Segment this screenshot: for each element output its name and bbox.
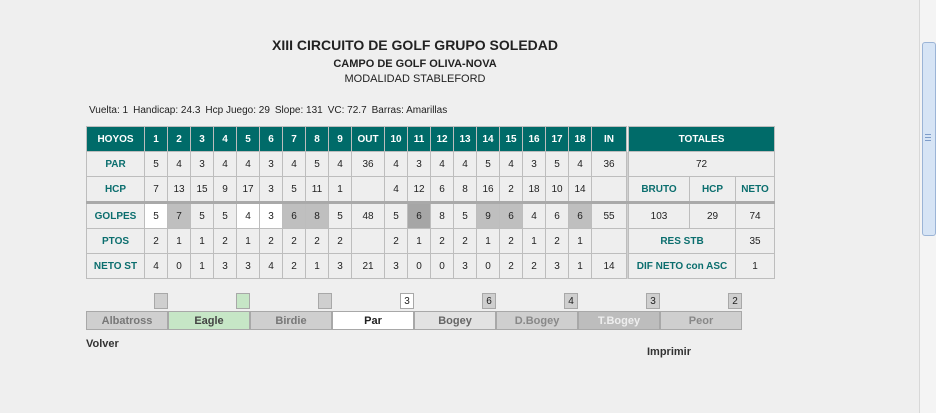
golpes-cell: 6 [500, 203, 523, 229]
res-stb-value: 35 [736, 229, 775, 254]
hcp-cell: 17 [237, 177, 260, 203]
par-cell: 36 [352, 152, 385, 177]
neto-cell: 1 [191, 254, 214, 279]
header-hole-out: OUT [352, 127, 385, 152]
vertical-scrollbar-thumb[interactable] [922, 42, 936, 236]
par-cell: 4 [329, 152, 352, 177]
par-cell: 36 [592, 152, 627, 177]
golpes-cell: 4 [237, 203, 260, 229]
hcp-cell: 12 [408, 177, 431, 203]
golpes-cell: 9 [477, 203, 500, 229]
golpes-cell: 3 [260, 203, 283, 229]
hcp-cell: 13 [168, 177, 191, 203]
legend-albatross: Albatross [86, 311, 168, 330]
par-cell: 4 [237, 152, 260, 177]
neto-cell: 3 [546, 254, 569, 279]
neto-value: 74 [736, 203, 775, 229]
neto-cell: 3 [329, 254, 352, 279]
hcp-cell: 2 [500, 177, 523, 203]
legend-d-bogey: D.Bogey [496, 311, 578, 330]
ptos-cell: 1 [168, 229, 191, 254]
header-hole-in: IN [592, 127, 627, 152]
header-hole-1: 1 [145, 127, 168, 152]
par-cell: 3 [191, 152, 214, 177]
hcp-cell: 3 [260, 177, 283, 203]
header-hole-8: 8 [306, 127, 329, 152]
golpes-cell: 6 [569, 203, 592, 229]
par-cell: 3 [523, 152, 546, 177]
hcp-cell: 18 [523, 177, 546, 203]
ptos-row [87, 229, 775, 254]
ptos-label: PTOS [87, 229, 145, 254]
par-cell: 5 [306, 152, 329, 177]
neto-label: NETO [736, 177, 775, 203]
neto-cell: 3 [237, 254, 260, 279]
neto-cell: 1 [569, 254, 592, 279]
golpes-row [87, 203, 775, 229]
ptos-cell: 2 [283, 229, 306, 254]
scorecard-header-row [87, 127, 775, 152]
header-hole-5: 5 [237, 127, 260, 152]
dif-neto-label: DIF NETO con ASC [629, 254, 736, 279]
ptos-cell: 2 [454, 229, 477, 254]
hcp-cell: 7 [145, 177, 168, 203]
legend-bogey: Bogey [414, 311, 496, 330]
ptos-cell: 2 [214, 229, 237, 254]
hcp-cell: 16 [477, 177, 500, 203]
hcp-cell: 5 [283, 177, 306, 203]
hcp-cell: 1 [329, 177, 352, 203]
header-hole-9: 9 [329, 127, 352, 152]
legend-count [318, 293, 332, 309]
ptos-cell: 2 [500, 229, 523, 254]
ptos-cell: 1 [569, 229, 592, 254]
header-hole-10: 10 [385, 127, 408, 152]
back-link[interactable]: Volver [86, 338, 119, 350]
round-info [89, 105, 452, 116]
header-hole-12: 12 [431, 127, 454, 152]
header-hole-6: 6 [260, 127, 283, 152]
legend-count: 4 [564, 293, 578, 309]
par-cell: 5 [546, 152, 569, 177]
ptos-cell [352, 229, 385, 254]
golpes-cell: 5 [454, 203, 477, 229]
ptos-cell: 1 [408, 229, 431, 254]
info-round: Vuelta: 1 [89, 105, 129, 116]
golpes-cell: 8 [431, 203, 454, 229]
par-cell: 4 [569, 152, 592, 177]
par-cell: 4 [385, 152, 408, 177]
info-slope: Slope: 131 [274, 105, 323, 116]
res-stb-label: RES STB [629, 229, 736, 254]
golpes-cell: 5 [214, 203, 237, 229]
neto-cell: 2 [283, 254, 306, 279]
golpes-cell: 5 [329, 203, 352, 229]
scroll-grip-line [925, 134, 931, 135]
golpes-cell: 8 [306, 203, 329, 229]
ptos-cell: 1 [237, 229, 260, 254]
ptos-cell: 2 [546, 229, 569, 254]
legend-eagle: Eagle [168, 311, 250, 330]
neto-cell: 0 [168, 254, 191, 279]
neto-cell: 0 [408, 254, 431, 279]
header-hole-14: 14 [477, 127, 500, 152]
hcp-cell: 14 [569, 177, 592, 203]
par-cell: 4 [454, 152, 477, 177]
bruto-label: BRUTO [629, 177, 690, 203]
neto-cell: 2 [523, 254, 546, 279]
legend-count: 3 [646, 293, 660, 309]
header-hole-13: 13 [454, 127, 477, 152]
info-handicap: Handicap: 24.3 [133, 105, 201, 116]
par-label: PAR [87, 152, 145, 177]
hcp-label: HCP [690, 177, 736, 203]
hcp-cell: 4 [385, 177, 408, 203]
hcp-cell: 15 [191, 177, 214, 203]
print-link[interactable]: Imprimir [647, 346, 692, 358]
ptos-cell: 1 [523, 229, 546, 254]
par-cell: 4 [500, 152, 523, 177]
ptos-cell: 2 [385, 229, 408, 254]
neto-cell: 3 [454, 254, 477, 279]
neto-cell: 3 [214, 254, 237, 279]
par-row [87, 152, 775, 177]
ptos-cell [592, 229, 627, 254]
hcp-label: HCP [87, 177, 145, 203]
ptos-cell: 2 [145, 229, 168, 254]
legend-peor: Peor [660, 311, 742, 330]
par-cell: 4 [168, 152, 191, 177]
dif-neto-value: 1 [736, 254, 775, 279]
scroll-grip-line [925, 140, 931, 141]
header-hole-11: 11 [408, 127, 431, 152]
golpes-cell: 55 [592, 203, 627, 229]
neto-row [87, 254, 775, 279]
header-hole-18: 18 [569, 127, 592, 152]
par-cell: 4 [431, 152, 454, 177]
header-hole-16: 16 [523, 127, 546, 152]
legend-count [154, 293, 168, 309]
ptos-cell: 2 [306, 229, 329, 254]
legend-count: 2 [728, 293, 742, 309]
hcp-row [87, 177, 775, 203]
golpes-cell: 5 [385, 203, 408, 229]
par-cell: 4 [214, 152, 237, 177]
ptos-cell: 2 [329, 229, 352, 254]
neto-cell: 0 [477, 254, 500, 279]
legend-count: 6 [482, 293, 496, 309]
ptos-cell: 2 [260, 229, 283, 254]
golpes-label: GOLPES [87, 203, 145, 229]
scorecard-table [86, 126, 775, 279]
par-total: 72 [629, 152, 775, 177]
legend-count: 3 [400, 293, 414, 309]
legend-count [236, 293, 250, 309]
hcp-cell [352, 177, 385, 203]
ptos-cell: 1 [191, 229, 214, 254]
neto-cell: 1 [306, 254, 329, 279]
ptos-cell: 1 [477, 229, 500, 254]
golpes-cell: 48 [352, 203, 385, 229]
golpes-cell: 5 [191, 203, 214, 229]
course-name: CAMPO DE GOLF OLIVA-NOVA [333, 58, 497, 70]
header-hole-3: 3 [191, 127, 214, 152]
header-hole-7: 7 [283, 127, 306, 152]
ptos-cell: 2 [431, 229, 454, 254]
par-cell: 4 [283, 152, 306, 177]
golpes-cell: 5 [145, 203, 168, 229]
golpes-cell: 6 [546, 203, 569, 229]
header-hole-2: 2 [168, 127, 191, 152]
scroll-grip-line [925, 137, 931, 138]
legend-birdie: Birdie [250, 311, 332, 330]
golpes-cell: 7 [168, 203, 191, 229]
hcp-cell: 8 [454, 177, 477, 203]
legend-t-bogey: T.Bogey [578, 311, 660, 330]
header-hole-4: 4 [214, 127, 237, 152]
hcp-cell: 9 [214, 177, 237, 203]
hcp-cell: 6 [431, 177, 454, 203]
neto-cell: 14 [592, 254, 627, 279]
hcp-cell [592, 177, 627, 203]
info-vc: VC: 72.7 [327, 105, 367, 116]
header-totales: TOTALES [629, 127, 775, 152]
par-cell: 5 [145, 152, 168, 177]
par-cell: 3 [408, 152, 431, 177]
info-playing-hcp: Hcp Juego: 29 [205, 105, 270, 116]
golpes-cell: 6 [408, 203, 431, 229]
neto-cell: 4 [260, 254, 283, 279]
neto-cell: 3 [385, 254, 408, 279]
neto-cell: 2 [500, 254, 523, 279]
page-title: XIII CIRCUITO DE GOLF GRUPO SOLEDAD [272, 37, 558, 53]
info-tees: Barras: Amarillas [371, 105, 448, 116]
game-mode: MODALIDAD STABLEFORD [344, 73, 486, 85]
hcp-value: 29 [690, 203, 736, 229]
neto-cell: 4 [145, 254, 168, 279]
hcp-cell: 11 [306, 177, 329, 203]
legend-par: Par [332, 311, 414, 330]
bruto-value: 103 [629, 203, 690, 229]
header-hole-15: 15 [500, 127, 523, 152]
par-cell: 3 [260, 152, 283, 177]
neto-label: NETO ST [87, 254, 145, 279]
neto-cell: 21 [352, 254, 385, 279]
header-hoyos: HOYOS [87, 127, 145, 152]
golpes-cell: 6 [283, 203, 306, 229]
golpes-cell: 4 [523, 203, 546, 229]
hcp-cell: 10 [546, 177, 569, 203]
par-cell: 5 [477, 152, 500, 177]
neto-cell: 0 [431, 254, 454, 279]
header-hole-17: 17 [546, 127, 569, 152]
